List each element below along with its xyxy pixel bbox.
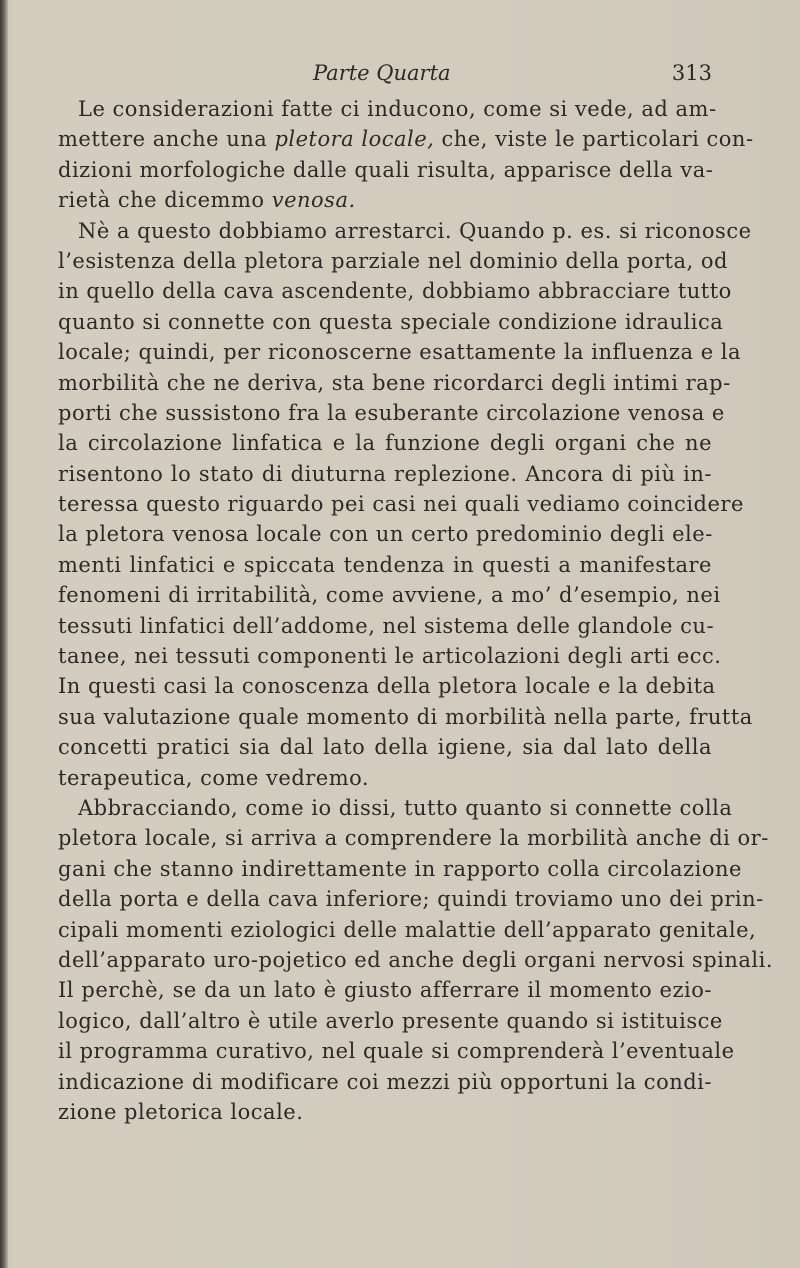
text-line: il programma curativo, nel quale si comprenderà l’eventuale <box>58 1039 735 1064</box>
text-line: menti linfatici e spiccata tendenza in questi a manifestare <box>58 552 712 577</box>
text-line: dizioni morfologiche dalle quali risulta, apparisce della va- <box>58 157 714 182</box>
text-line: porti che sussistono fra la esuberante circolazione venosa e <box>58 400 725 425</box>
text-line: della porta e della cava inferiore; quindi troviamo uno dei prin- <box>58 887 764 912</box>
text-line: mettere anche una pletora locale, che, viste le particolari con- <box>58 127 754 152</box>
text-line: Il perchè, se da un lato è giusto afferrare il momento ezio- <box>58 978 712 1003</box>
text-line: quanto si connette con questa speciale condizione idraulica <box>58 309 724 334</box>
paragraph <box>58 216 753 793</box>
text-line: cipali momenti eziologici delle malattie dell’apparato genitale, <box>58 917 757 942</box>
paragraph <box>58 94 754 216</box>
text-line: indicazione di modificare coi mezzi più opportuni la condi- <box>58 1069 712 1094</box>
text-line: fenomeni di irritabilità, come avviene, a mo’ d’esempio, nei <box>58 583 721 608</box>
text-line: concetti pratici sia dal lato della igiene, sia dal lato della <box>58 735 712 760</box>
text-line: in quello della cava ascendente, dobbiamo abbracciare tutto <box>58 279 732 304</box>
paragraph <box>58 793 773 1127</box>
text-line: dell’apparato uro-pojetico ed anche degli organi nervosi spinali. <box>58 947 773 972</box>
text-line: sua valutazione quale momento di morbilità nella parte, frutta <box>58 704 753 729</box>
text-line: tanee, nei tessuti componenti le articolazioni degli arti ecc. <box>58 644 722 669</box>
text-line: logico, dall’altro è utile averlo presente quando si istituisce <box>58 1008 723 1033</box>
text-line: pletora locale, si arriva a comprendere la morbilità anche di or- <box>58 826 769 851</box>
book-gutter <box>0 0 8 1268</box>
text-line: morbilità che ne deriva, sta bene ricordarci degli intimi rap- <box>58 370 731 395</box>
text-line: locale; quindi, per riconoscerne esattamente la influenza e la <box>58 340 742 365</box>
italic-term: pletora locale, <box>274 127 435 152</box>
page-number: 313 <box>671 61 712 85</box>
text-line: teressa questo riguardo pei casi nei quali vediamo coincidere <box>58 492 744 517</box>
text-line: la circolazione linfatica e la funzione degli organi che ne <box>58 431 712 456</box>
text-line: Le considerazioni fatte ci inducono, come si vede, ad am- <box>78 97 717 121</box>
text-line: l’esistenza della pletora parziale nel dominio della porta, od <box>58 248 728 273</box>
text-line: In questi casi la conoscenza della pletora locale e la debita <box>58 674 716 699</box>
text-line: risentono lo stato di diuturna replezione. Ancora di più in- <box>58 461 712 486</box>
text-line: tessuti linfatici dell’addome, nel sistema delle glandole cu- <box>58 613 715 638</box>
body-text <box>58 94 773 1127</box>
text-line: rietà che dicemmo venosa. <box>58 188 356 213</box>
section-title: Parte Quarta <box>313 61 451 85</box>
text-line: zione pletorica locale. <box>58 1099 304 1124</box>
italic-term: venosa. <box>271 188 356 213</box>
text-line: la pletora venosa locale con un certo predominio degli ele- <box>58 522 713 547</box>
text-line: gani che stanno indirettamente in rapporto colla circolazione <box>58 856 742 881</box>
text-line: Abbracciando, come io dissi, tutto quanto si connette colla <box>78 795 733 820</box>
running-head <box>58 58 712 88</box>
text-line: terapeutica, come vedremo. <box>58 765 370 790</box>
text-line: Nè a questo dobbiamo arrestarci. Quando p. es. si riconosce <box>78 218 752 243</box>
